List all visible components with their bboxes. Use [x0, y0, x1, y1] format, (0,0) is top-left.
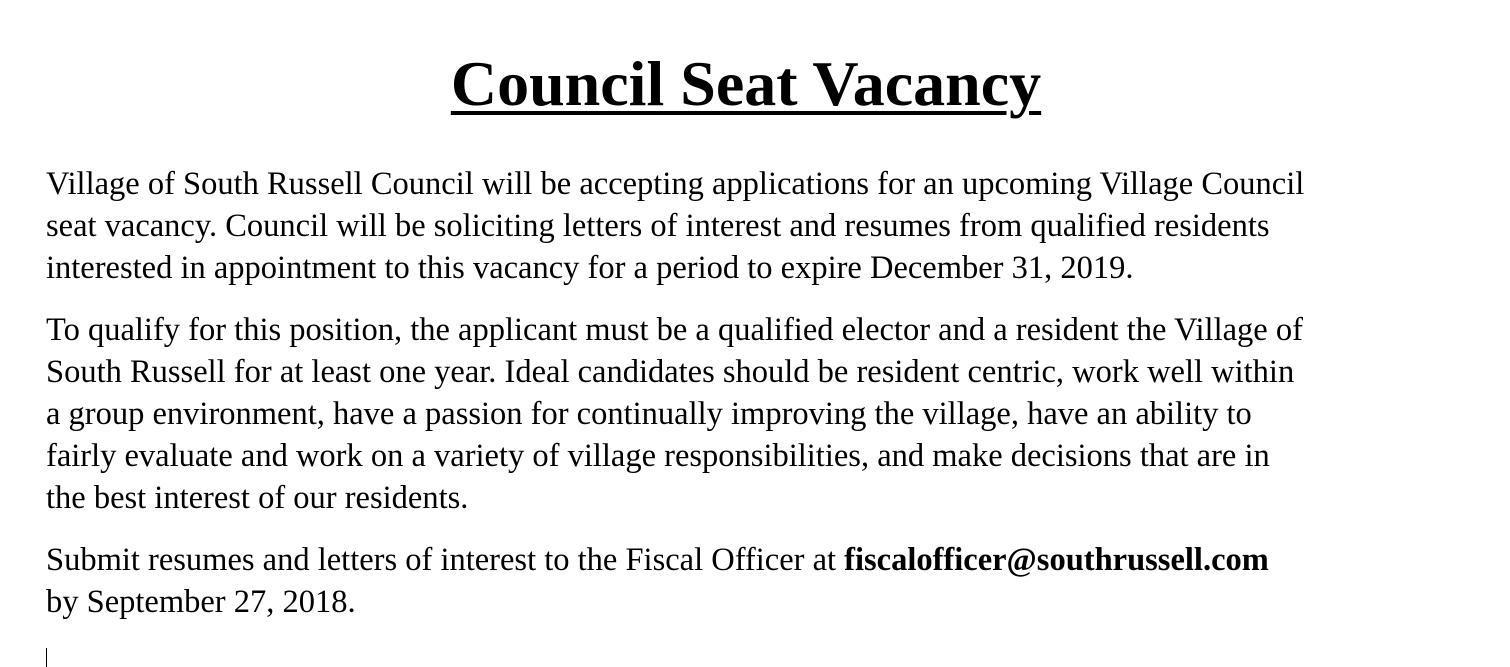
submission-line: [46, 539, 1466, 581]
paragraph-announcement: [46, 163, 1466, 289]
deadline-line: by September 27, 2018.: [46, 584, 356, 620]
text-line: seat vacancy. Council will be soliciting letters of interest and resumes from qualified residents: [46, 208, 1270, 244]
submission-text: Submit resumes and letters of interest to the Fiscal Officer at: [46, 542, 845, 578]
text-line: the best interest of our residents.: [46, 480, 469, 516]
text-line: South Russell for at least one year. Ideal candidates should be resident centric, work well within: [46, 354, 1295, 390]
paragraph-qualifications: [46, 309, 1466, 519]
email-address[interactable]: fiscalofficer@southrussell.com: [844, 542, 1269, 578]
text-cursor: [46, 648, 47, 667]
text-line: a group environment, have a passion for continually improving the village, have an ability to: [46, 396, 1252, 432]
document-title: Council Seat Vacancy: [450, 48, 1042, 119]
text-line: To qualify for this position, the applicant must be a qualified elector and a resident the Village of: [46, 312, 1303, 348]
document-page: [46, 0, 1466, 623]
text-line: interested in appointment to this vacancy for a period to expire December 31, 2019.: [46, 250, 1134, 286]
paragraph-submission: [46, 539, 1466, 623]
text-line: fairly evaluate and work on a variety of village responsibilities, and make decisions that are in: [46, 438, 1270, 474]
text-line: Village of South Russell Council will be accepting applications for an upcoming Village Council: [46, 166, 1305, 202]
